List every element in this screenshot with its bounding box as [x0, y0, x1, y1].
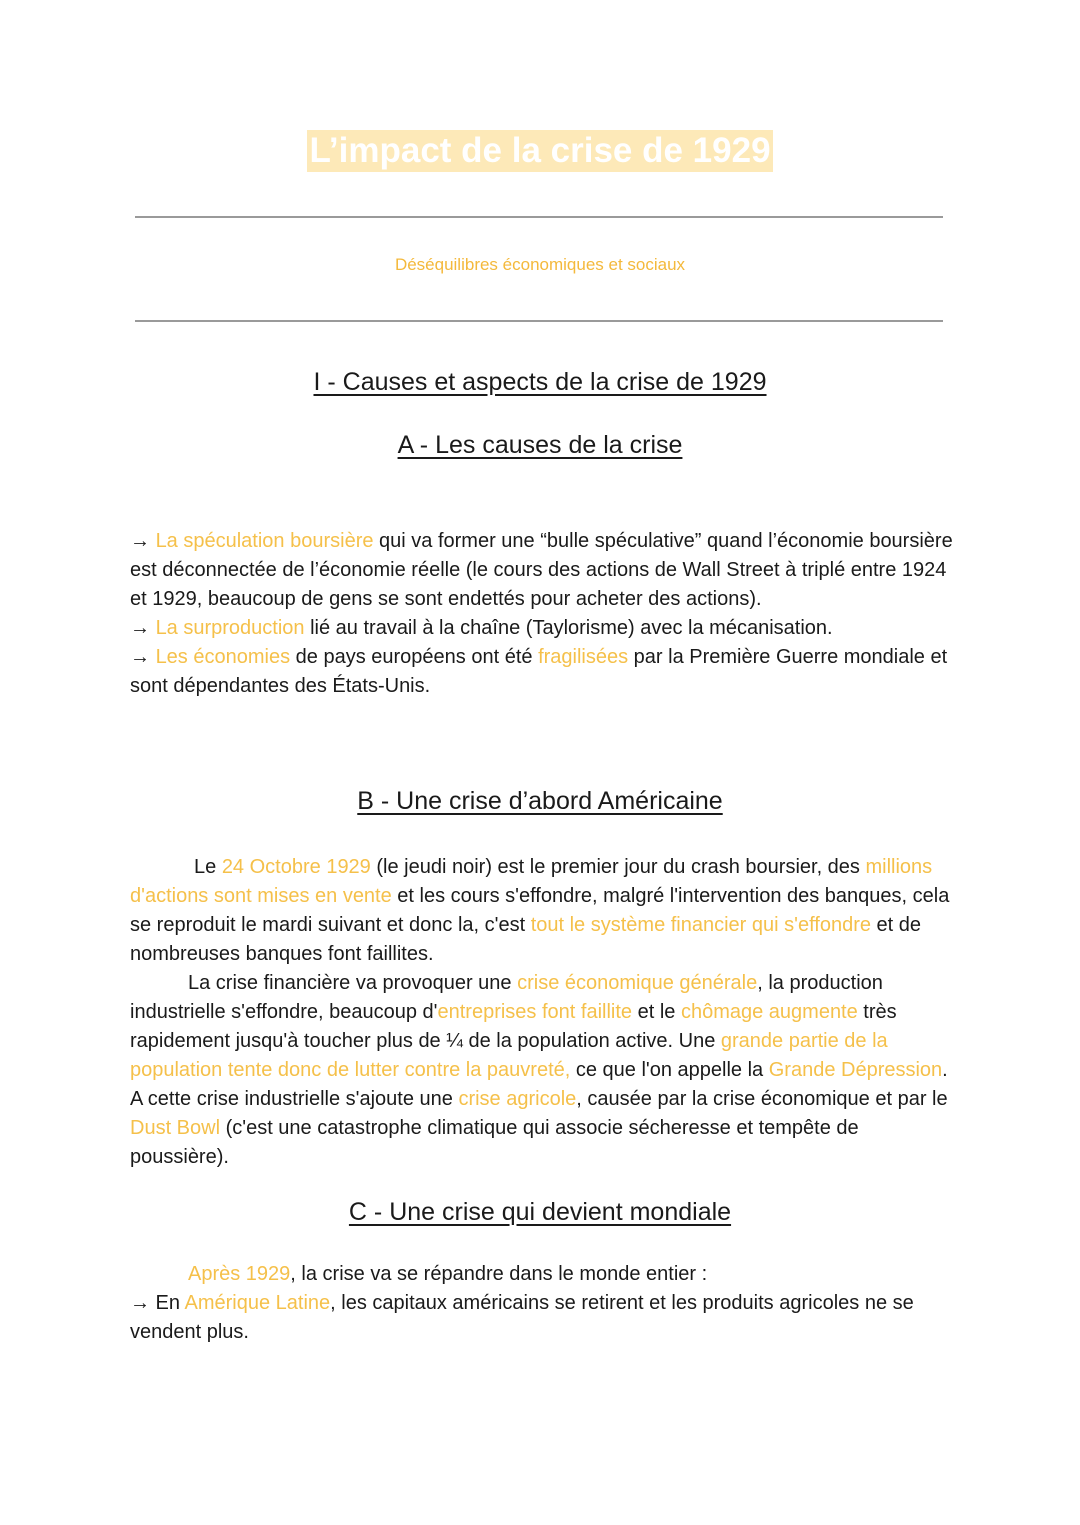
text: qui va former une “bulle spéculative” quand l’économie boursière est déconnectée de l’économie réelle (le cours des actions de Wall Street à triplé entre 1924 et 1929, beaucoup de gens se sont endettés pour acheter des actions).	[130, 530, 953, 610]
text: Le	[194, 856, 222, 878]
american-crisis-text	[130, 853, 960, 1172]
paragraph	[130, 853, 960, 969]
list-item	[130, 1289, 960, 1347]
bottom-divider	[135, 320, 943, 322]
text: (c'est une catastrophe climatique qui associe sécheresse et tempête de poussière).	[130, 1117, 859, 1168]
text: très rapidement jusqu'à toucher plus de ¼ de la population active. Une	[130, 1001, 897, 1052]
text: de pays européens ont été	[290, 646, 539, 668]
highlight: crise économique générale	[517, 972, 758, 994]
text: . A cette crise industrielle s'ajoute une	[130, 1059, 948, 1110]
highlight: millions d'actions sont mises en vente	[130, 856, 933, 907]
text: par la Première Guerre mondiale et sont dépendantes des États-Unis.	[130, 646, 948, 697]
highlight: La surproduction	[155, 617, 305, 639]
paragraph	[130, 969, 960, 1172]
arrow-icon: →	[130, 530, 156, 552]
text: ce que l'on appelle la	[570, 1059, 769, 1081]
text: et de nombreuses banques font faillites.	[130, 914, 922, 965]
highlight: crise agricole	[458, 1088, 577, 1110]
text: La crise financière va provoquer une	[188, 972, 518, 994]
subsection-heading-b: B - Une crise d’abord Américaine	[357, 787, 723, 815]
highlight: fragilisées	[538, 646, 629, 668]
highlight: tout le système financier qui s'effondre	[530, 914, 871, 936]
text: , la production industrielle s'effondre, beaucoup d'	[130, 972, 883, 1023]
highlight: entreprises font faillite	[437, 1001, 633, 1023]
highlight: Après 1929	[188, 1263, 291, 1285]
arrow-icon: →	[130, 617, 156, 639]
title-container	[0, 130, 1080, 172]
paragraph	[130, 1260, 960, 1289]
list-item	[130, 527, 960, 614]
list-item	[130, 643, 960, 701]
subsection-heading-a: A - Les causes de la crise	[397, 431, 683, 459]
arrow-icon: →	[130, 646, 156, 668]
list-item	[130, 614, 960, 643]
highlight: Dust Bowl	[130, 1117, 221, 1139]
highlight: grande partie de la population tente donc de lutter contre la pauvreté,	[130, 1030, 888, 1081]
highlight: chômage augmente	[680, 1001, 858, 1023]
highlight: Les économies	[155, 646, 291, 668]
arrow-icon: → En	[130, 1292, 185, 1314]
highlight: La spéculation boursière	[155, 530, 374, 552]
highlight: Amérique Latine	[184, 1292, 331, 1314]
page-subtitle: Déséquilibres économiques et sociaux	[394, 255, 686, 274]
text: , les capitaux américains se retirent et les produits agricoles ne se vendent plus.	[130, 1292, 914, 1343]
global-crisis-text	[130, 1260, 960, 1347]
text: (le jeudi noir) est le premier jour du crash boursier, des	[370, 856, 866, 878]
section-heading-causes-aspects: I - Causes et aspects de la crise de 1929	[313, 368, 767, 396]
subsection-heading-c: C - Une crise qui devient mondiale	[348, 1198, 732, 1226]
text: , causée par la crise économique et par le	[576, 1088, 948, 1110]
highlight: Grande Dépression	[768, 1059, 943, 1081]
text: , la crise va se répandre dans le monde entier :	[290, 1263, 708, 1285]
highlight: 24 Octobre 1929	[221, 856, 371, 878]
page-title: L’impact de la crise de 1929	[309, 131, 771, 170]
text: et les cours s'effondre, malgré l'intervention des banques, cela se reproduit le mardi suivant et donc la, c'est	[130, 885, 950, 936]
causes-list	[130, 527, 960, 701]
text: lié au travail à la chaîne (Taylorisme) avec la mécanisation.	[304, 617, 833, 639]
top-divider	[135, 216, 943, 218]
text: et le	[632, 1001, 681, 1023]
